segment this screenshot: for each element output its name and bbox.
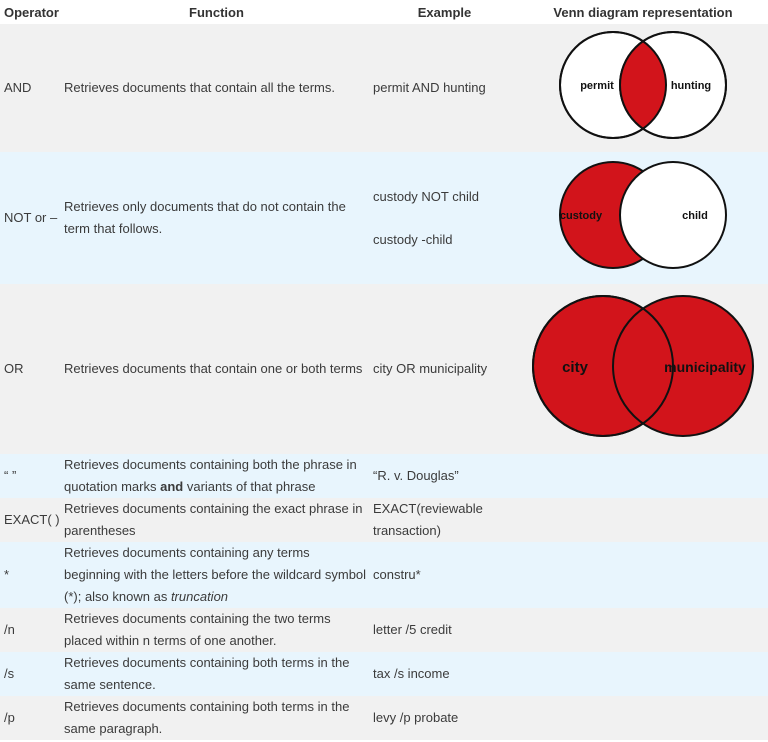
- header-row: [0, 0, 768, 24]
- example-text: levy /p probate: [373, 710, 459, 725]
- venn-cell: [518, 24, 768, 152]
- function-text: variants of that phrase: [183, 479, 316, 494]
- function-emphasis: truncation: [170, 589, 229, 604]
- operator-cell: NOT or –: [0, 152, 62, 284]
- table-row: [0, 652, 768, 696]
- example-text: permit AND hunting: [373, 80, 486, 95]
- operator-cell: EXACT( ): [0, 498, 62, 542]
- example-text: letter /5 credit: [373, 622, 452, 637]
- function-cell: Retrieves documents containing both terms in the same sentence.: [62, 652, 371, 696]
- venn-right-label: municipality: [664, 358, 746, 375]
- header-operator: Operator: [0, 0, 62, 24]
- example-cell: [371, 24, 518, 152]
- example-cell: [371, 284, 518, 454]
- table-row: [0, 542, 768, 608]
- example-text: “R. v. Douglas”: [373, 468, 459, 483]
- example-cell: [371, 498, 518, 542]
- venn-cell: [518, 608, 768, 652]
- venn-not-diagram: [543, 158, 743, 272]
- example-text: custody NOT child: [373, 188, 479, 204]
- venn-cell: [518, 152, 768, 284]
- venn-left-label: permit: [580, 79, 614, 92]
- operator-cell: /n: [0, 608, 62, 652]
- venn-left-label: custody: [559, 209, 603, 222]
- venn-and-diagram: [543, 28, 743, 142]
- function-cell: Retrieves documents that contain one or both terms: [62, 284, 371, 454]
- function-cell: [62, 454, 371, 498]
- venn-cell: [518, 696, 768, 740]
- example-cell: [371, 608, 518, 652]
- example-cell: [371, 696, 518, 740]
- table-row: [0, 498, 768, 542]
- example-text: EXACT(reviewable transaction): [373, 501, 483, 538]
- venn-right-label: child: [682, 209, 708, 222]
- venn-cell: [518, 542, 768, 608]
- example-cell: [371, 542, 518, 608]
- table-row: [0, 152, 768, 284]
- venn-cell: [518, 284, 768, 454]
- venn-left-label: city: [562, 358, 588, 376]
- function-cell: [62, 542, 371, 608]
- operator-cell: /p: [0, 696, 62, 740]
- example-cell: [371, 652, 518, 696]
- table-row: [0, 608, 768, 652]
- venn-right-label: hunting: [670, 79, 712, 92]
- table-row: [0, 284, 768, 454]
- operator-cell: OR: [0, 284, 62, 454]
- venn-cell: [518, 498, 768, 542]
- table-row: [0, 24, 768, 152]
- operator-cell: /s: [0, 652, 62, 696]
- example-text: constru*: [373, 567, 421, 582]
- header-function: Function: [62, 0, 371, 24]
- function-cell: Retrieves documents containing the two terms placed within n terms of one another.: [62, 608, 371, 652]
- function-cell: Retrieves documents containing the exact phrase in parentheses: [62, 498, 371, 542]
- header-example: Example: [371, 0, 518, 24]
- function-cell: Retrieves documents containing both terms in the same paragraph.: [62, 696, 371, 740]
- operator-cell: “ ”: [0, 454, 62, 498]
- header-venn: Venn diagram representation: [518, 0, 768, 24]
- table-row: [0, 454, 768, 498]
- example-text: tax /s income: [373, 666, 450, 681]
- example-text: custody -child: [373, 231, 453, 247]
- function-emphasis: and: [160, 479, 184, 494]
- table-row: [0, 696, 768, 740]
- venn-cell: [518, 652, 768, 696]
- operator-cell: *: [0, 542, 62, 608]
- function-text: Retrieves documents containing any terms beginning with the letters before the wildcard symbol (*); also known as: [64, 545, 367, 604]
- example-cell: [371, 454, 518, 498]
- venn-right-circle: [620, 162, 726, 268]
- operator-cell: AND: [0, 24, 62, 152]
- function-text: Retrieves documents containing both the phrase in quotation marks: [64, 457, 357, 494]
- function-cell: Retrieves only documents that do not contain the term that follows.: [62, 152, 371, 284]
- example-text: city OR municipality: [373, 361, 488, 376]
- function-cell: Retrieves documents that contain all the terms.: [62, 24, 371, 152]
- example-cell: [371, 152, 518, 284]
- venn-cell: [518, 454, 768, 498]
- venn-or-diagram: [523, 291, 763, 441]
